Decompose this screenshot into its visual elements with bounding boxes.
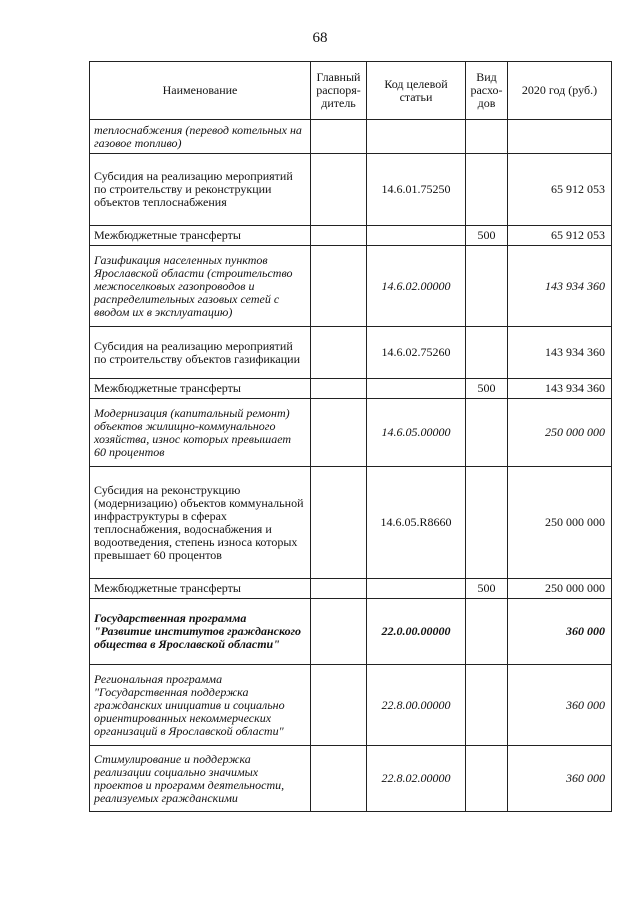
cell-amount: 65 912 053 [508,154,612,226]
table-row [90,246,612,327]
cell-amount: 143 934 360 [508,327,612,379]
cell-type [466,399,508,467]
cell-amount: 250 000 000 [508,579,612,599]
cell-manager [311,120,367,154]
cell-amount: 360 000 [508,665,612,746]
cell-manager [311,379,367,399]
table-row [90,467,612,579]
cell-amount: 143 934 360 [508,379,612,399]
cell-name: Субсидия на реализацию мероприятий по строительству и реконструкции объектов теплоснабжения [90,154,311,226]
cell-code [367,379,466,399]
table-row [90,226,612,246]
cell-type [466,327,508,379]
cell-amount: 250 000 000 [508,467,612,579]
cell-type: 500 [466,579,508,599]
cell-code: 14.6.02.75260 [367,327,466,379]
cell-code: 14.6.01.75250 [367,154,466,226]
table-header-row [90,62,612,120]
cell-manager [311,246,367,327]
cell-amount: 143 934 360 [508,246,612,327]
table-row [90,599,612,665]
cell-type [466,154,508,226]
cell-type [466,599,508,665]
cell-name: Субсидия на реализацию мероприятий по строительству объектов газификации [90,327,311,379]
cell-type [466,246,508,327]
cell-code [367,226,466,246]
cell-name: Субсидия на реконструкцию (модернизацию) объектов коммунальной инфраструктуры в сферах теплоснабжения, водоснабжения и водоотведения, степень износа которых превышает 60 процентов [90,467,311,579]
cell-type: 500 [466,226,508,246]
table-body [90,120,612,812]
cell-type [466,746,508,812]
page-number: 68 [312,30,328,46]
table-row [90,746,612,812]
cell-name: теплоснабжения (перевод котельных на газовое топливо) [90,120,311,154]
cell-name: Межбюджетные трансферты [90,579,311,599]
cell-name: Газификация населенных пунктов Ярославской области (строительство межпоселковых газопроводов и распределительных газовых сетей с вводом их в эксплуатацию) [90,246,311,327]
cell-name: Межбюджетные трансферты [90,379,311,399]
cell-manager [311,746,367,812]
cell-manager [311,599,367,665]
cell-amount: 250 000 000 [508,399,612,467]
cell-manager [311,226,367,246]
cell-name: Государственная программа "Развитие институтов гражданского общества в Ярославской области" [90,599,311,665]
table-row [90,327,612,379]
cell-manager [311,327,367,379]
cell-code: 22.0.00.00000 [367,599,466,665]
table-row [90,154,612,226]
cell-type [466,120,508,154]
table-row [90,399,612,467]
cell-amount: 360 000 [508,746,612,812]
cell-manager [311,399,367,467]
cell-manager [311,467,367,579]
cell-manager [311,665,367,746]
cell-name: Межбюджетные трансферты [90,226,311,246]
cell-code: 14.6.05.R8660 [367,467,466,579]
cell-amount: 65 912 053 [508,226,612,246]
table-row [90,665,612,746]
cell-name: Региональная программа "Государственная поддержка гражданских инициатив и социально ориентированных некоммерческих организаций в Ярославской области" [90,665,311,746]
cell-code: 14.6.05.00000 [367,399,466,467]
cell-amount: 360 000 [508,599,612,665]
cell-type [466,665,508,746]
header-manager: Главный распоря-дитель [311,62,367,120]
cell-code: 22.8.00.00000 [367,665,466,746]
header-amount: 2020 год (руб.) [508,62,612,120]
header-name: Наименование [90,62,311,120]
cell-code [367,579,466,599]
cell-name: Стимулирование и поддержка реализации социально значимых проектов и программ деятельности, реализуемых гражданскими [90,746,311,812]
header-type: Вид расхо-дов [466,62,508,120]
cell-name: Модернизация (капитальный ремонт) объектов жилищно-коммунального хозяйства, износ которых превышает 60 процентов [90,399,311,467]
table-row [90,579,612,599]
cell-manager [311,579,367,599]
cell-type: 500 [466,379,508,399]
budget-table [89,61,612,812]
cell-code [367,120,466,154]
cell-amount [508,120,612,154]
table-row [90,120,612,154]
header-code: Код целевой статьи [367,62,466,120]
cell-code: 22.8.02.00000 [367,746,466,812]
cell-manager [311,154,367,226]
cell-code: 14.6.02.00000 [367,246,466,327]
table-row [90,379,612,399]
cell-type [466,467,508,579]
